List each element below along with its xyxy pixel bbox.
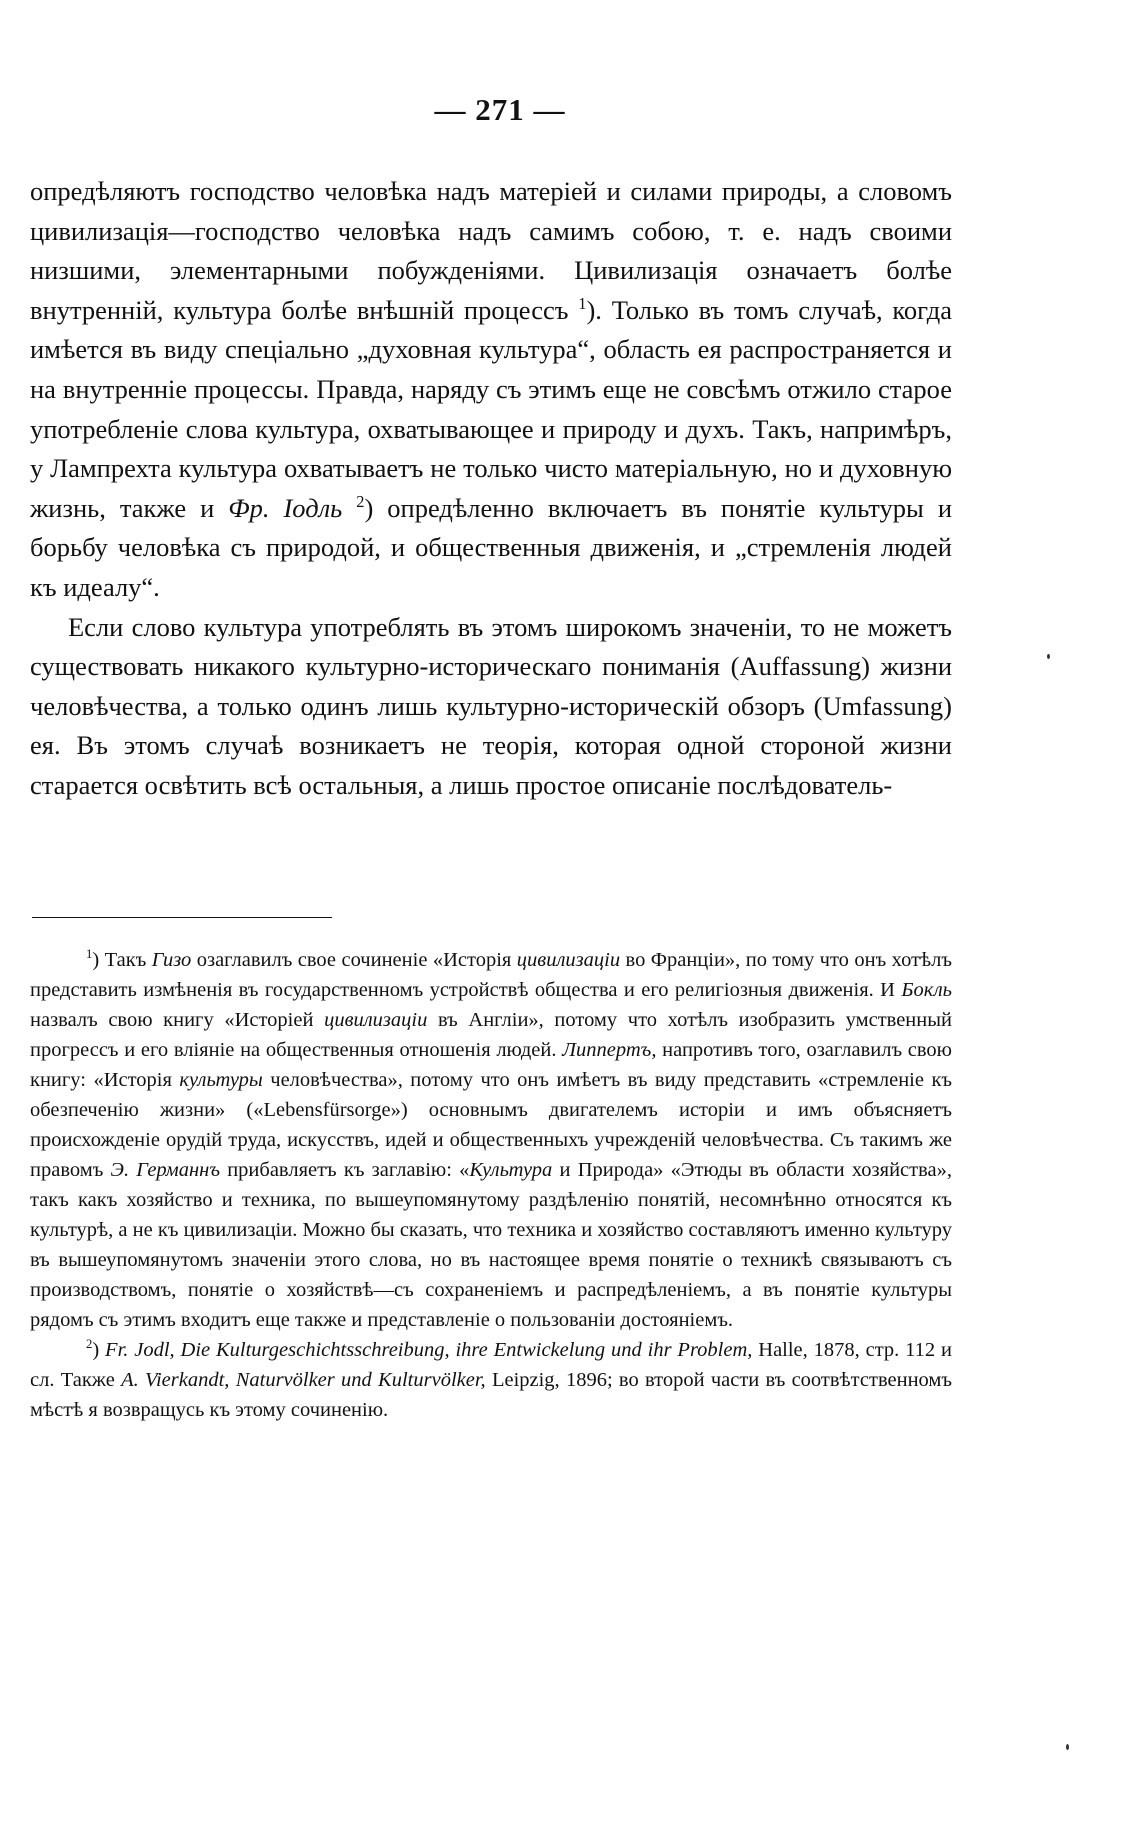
paragraph-2: Если слово культура употреблять въ этомъ широкомъ значеніи, то не можетъ существовать никакого культурно-историческаго пониманія (Auffassung) жизни человѣчества, а только одинъ лишь культурно-историческій обзоръ (Umfassung) ея. Въ этомъ случаѣ возникаетъ не теорія, которая одной стороной жизни старается освѣтить всѣ остальныя, а лишь простое описаніе послѣдователь- <box>30 611 952 800</box>
paragraph-1-text-a: опредѣляютъ господство человѣка надъ матеріей и силами природы, а словомъ цивилизація—господство человѣка надъ самимъ собою, т. е. надъ своими низшими, элементарными побужденіями. Цивилизація означаетъ болѣе внутренній, культура болѣе внѣшній процессъ <box>30 176 952 325</box>
paragraph-1-text-c: ) опредѣленно включаетъ въ понятіе культуры и борьбу человѣка съ природой, и общественныя движенія, и „стремленія людей къ идеалу“. <box>30 492 953 602</box>
paragraph-1-text-b: ). Только въ томъ случаѣ, когда имѣется въ виду спеціально „духовная культура“, область ея распространяется и на внутренніе процессы. Правда, наряду съ этимъ еще не совсѣмъ отжило старое употребленіе слова культура, охватывающее и природу и духъ. Такъ, напримѣръ, у Лампрехта культура охватываетъ не только чисто матеріальную, но и духовную жизнь, также и <box>30 294 952 523</box>
footnote-1-text: во Франціи», по тому что онъ хотѣлъ представить измѣненія въ государственномъ устройствѣ общества и его религіозныя движенія. И <box>30 949 952 1001</box>
footnote-1-italic: цивилизаціи <box>516 949 621 971</box>
footnote-1-text: назвалъ свою книгу «Исторіей <box>30 1009 325 1031</box>
footnote-1 <box>30 945 952 1335</box>
footnote-1-italic: цивилизаціи <box>324 1009 428 1031</box>
scan-speck <box>1047 654 1050 659</box>
footnote-2-italic: Fr. Jodl, Die Kulturgeschichtsschreibung, ihre Entwickelung und ihr Problem, <box>105 1339 753 1361</box>
footnote-1-text: прибавляетъ къ заглавію: « <box>219 1159 470 1181</box>
footnote-1-text: озаглавилъ свое сочиненіе «Исторія <box>191 949 517 971</box>
footnote-2-text: Halle, 1878, стр. 112 и сл. Также <box>30 1339 952 1391</box>
footnote-1-italic: Бокль <box>901 979 952 1001</box>
footnote-1-text: человѣчества», потому что онъ имѣетъ въ виду представить «стремленіе къ обезпеченію жизни» («Lebensfürsorge») основнымъ двигателемъ исторіи и имъ объясняетъ происхожденіе орудій труда, искусствъ, идей и общественныхъ учрежденій человѣчества. Съ такимъ же правомъ <box>30 1069 953 1181</box>
footnote-1-italic: Культура <box>469 1159 553 1181</box>
footnote-ref-2: 2 <box>356 491 365 511</box>
footnote-1-text: напротивъ того, озаглавилъ свою книгу: «Исторія <box>30 1039 952 1091</box>
footnote-1-mark: 1 <box>86 947 93 962</box>
footnote-2-mark: 2 <box>86 1337 93 1352</box>
footnote-1-text: ) Такъ <box>92 949 152 971</box>
footnote-2-text: ) <box>92 1339 106 1361</box>
footnote-separator <box>32 917 332 918</box>
footnote-1-italic: Гизо <box>151 949 192 971</box>
footnote-2-text: Leipzig, 1896; во второй части въ соотвѣтственномъ мѣстѣ я возвращусь къ этому сочиненію. <box>30 1369 952 1421</box>
footnote-2-italic: A. Vierkandt, Naturvölker und Kulturvölker, <box>121 1369 486 1391</box>
footnote-1-italic: культуры <box>179 1069 263 1091</box>
paragraph-1 <box>30 172 952 608</box>
scan-speck <box>1066 1744 1069 1750</box>
footnote-ref-1: 1 <box>578 293 587 313</box>
main-text <box>30 172 952 806</box>
footnote-2 <box>30 1335 952 1425</box>
footnote-1-italic: Э. Германнъ <box>110 1159 220 1181</box>
footnote-1-text: въ Англіи», потому что хотѣлъ изобразить умственный прогрессъ и его вліяніе на общественныя отношенія людей. <box>30 1009 952 1061</box>
author-name-jodl: Фр. Іодль <box>228 492 343 523</box>
footnote-1-text: и Природа» «Этюды въ области хозяйства», такъ какъ хозяйство и техника, по вышеупомянутому раздѣленію понятій, несомнѣнно относятся къ культурѣ, а не къ цивилизаціи. Можно бы сказать, что техника и хозяйство составляютъ именно культуру въ вышеупомянутомъ значеніи этого слова, но въ настоящее время понятіе о техникѣ связываютъ съ производствомъ, понятіе о хозяйствѣ—съ сохраненіемъ и распредѣленіемъ, а въ понятіе культуры рядомъ съ этимъ входитъ еще также и представленіе о пользованіи достояніемъ. <box>30 1159 952 1331</box>
footnote-1-italic: Липпертъ, <box>562 1039 657 1061</box>
footnotes <box>30 945 952 1425</box>
page-number: — 271 — <box>434 92 566 127</box>
